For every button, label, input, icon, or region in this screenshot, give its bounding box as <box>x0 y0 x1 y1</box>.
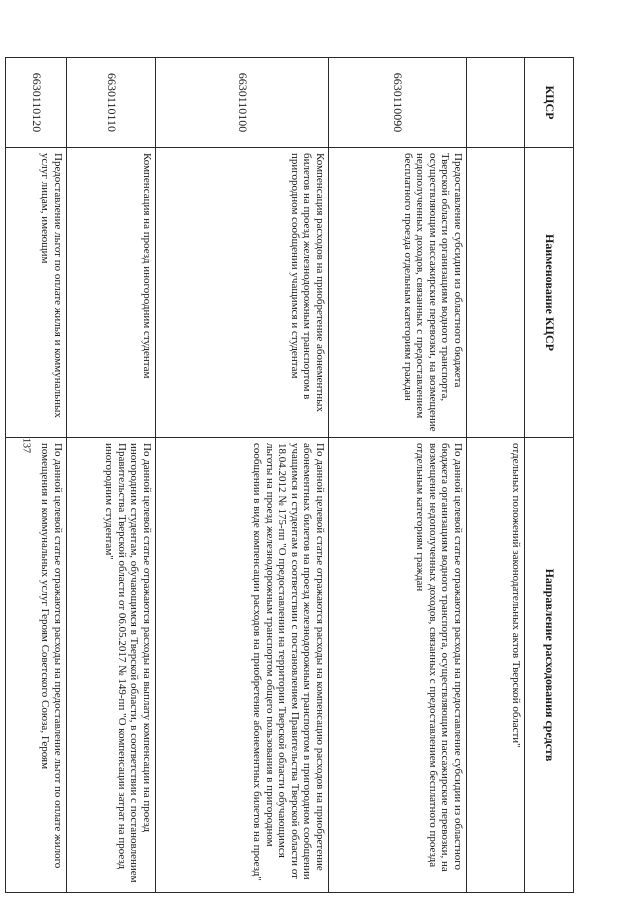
table-header-row <box>525 58 574 893</box>
row-code: 6630110120 <box>6 58 67 148</box>
table-row <box>329 58 467 893</box>
header-direction: Направление расходования средств <box>525 438 574 893</box>
page-number: 137 <box>20 438 32 453</box>
header-kcsr-name: Наименование КЦСР <box>525 148 574 438</box>
table-row <box>6 58 67 893</box>
budget-classification-table <box>5 57 574 893</box>
row-code: 6630110090 <box>329 58 467 148</box>
row-code: 6630110110 <box>67 58 156 148</box>
table-row <box>156 58 329 893</box>
row-name <box>467 148 525 438</box>
row-direction: отдельных положений законодательных актов Тверской области" <box>467 438 525 893</box>
table-row <box>467 58 525 893</box>
row-direction: По данной целевой статье отражаются расходы на выплату компенсации на проезд иногородним студентам, обучающимся в Тверской области, в соответствии с постановлением Правительства Тверской области от 06.05.2017 № 149-пп "О компенсации затрат на проезд иногородним студентам" <box>67 438 156 893</box>
row-name: Предоставление субсидии из областного бюджета Тверской области организациям водного транспорта, осуществляющим пассажирские перевозки, на возмещение недополученных доходов, связанных с предоставлением бесплатного проезда отдельным категориям граждан <box>329 148 467 438</box>
row-code <box>467 58 525 148</box>
row-name: Компенсация расходов на приобретение абонементных билетов на проезд железнодорожным транспортом в пригородном сообщении учащимся и студентам <box>156 148 329 438</box>
row-code: 6630110100 <box>156 58 329 148</box>
row-name: Предоставление льгот по оплате жилья и коммунальных услуг лицам, имеющим <box>6 148 67 438</box>
table-row <box>67 58 156 893</box>
row-name: Компенсация на проезд иногородним студентам <box>67 148 156 438</box>
header-kcsr: КЦСР <box>525 58 574 148</box>
row-direction: По данной целевой статье отражаются расходы на предоставление субсидии из областного бюджета организациям водного транспорта, осуществляющим пассажирские перевозки, на возмещение недополученных доходов, связанных с предоставлением бесплатного проезда отдельным категориям граждан <box>329 438 467 893</box>
row-direction: По данной целевой статье отражаются расходы на компенсацию расходов на приобретение абонементных билетов на проезд железнодорожным транспортом в пригородном сообщении учащимся и студентам в соответствии с постановлением Правительства Тверской области от 18.04.2012 № 175-пп "О предоставлении на территории Тверской области обучающимся льготы на проезд железнодорожным транспортом общего пользования в пригородном сообщении в виде компенсации расходов на приобретение абонементных билетов на проезд" <box>156 438 329 893</box>
row-direction: По данной целевой статье отражаются расходы на предоставление льгот по оплате жилого помещения и коммунальных услуг Героям Советского Союза, Героям <box>6 438 67 893</box>
